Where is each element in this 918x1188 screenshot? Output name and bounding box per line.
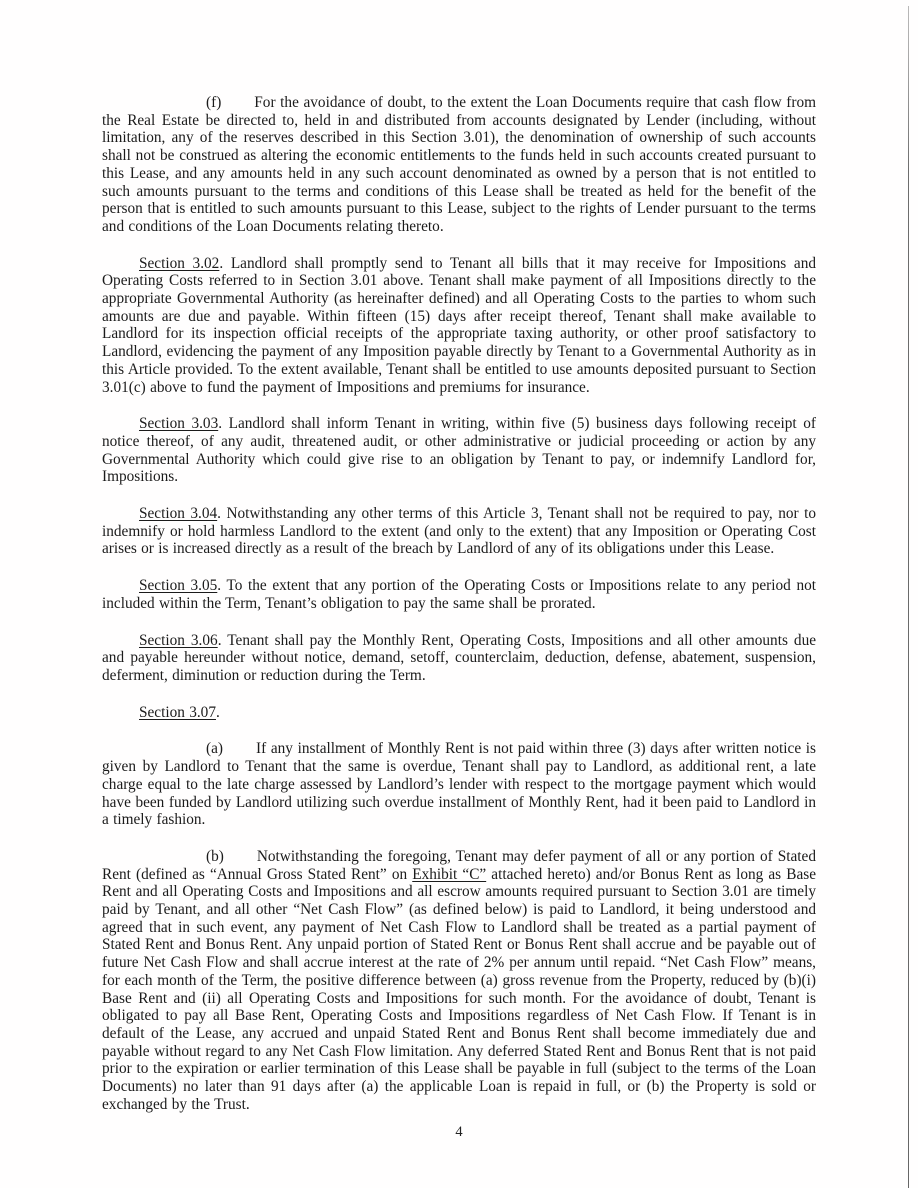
document-body xyxy=(102,94,816,1132)
paragraph-f xyxy=(102,94,816,236)
text-segment: If any installment of Monthly Rent is not paid within three (3) days after written notice is given by Landlord to Tenant that the same is overdue, Tenant shall pay to Landlord, as additional rent, a late charge equal to the late charge assessed by Landlord’s lender with respect to the mortgage payment which would have been funded by Landlord utilizing such overdue installment of Monthly Rent, had it been paid to Landlord in a timely fashion. xyxy=(102,740,816,829)
text-segment: . Notwithstanding any other terms of this Article 3, Tenant shall not be required to pay, nor to indemnify or hold harmless Landlord to the extent (and only to the extent) that any Imposition or Operating Cost arises or is increased directly as a result of the breach by Landlord of any of its obligations under this Lease. xyxy=(102,505,816,558)
paragraph-letter-label: (a) xyxy=(206,740,223,758)
section-label: Section 3.07 xyxy=(139,703,216,721)
section-3-05 xyxy=(102,577,816,612)
text-segment: . Landlord shall inform Tenant in writing, within five (5) business days following receipt of notice thereof, of any audit, threatened audit, or other administrative or judicial proceeding or action by any Governmental Authority which could give rise to an obligation by Tenant to pay, or indemnify Landlord for, Impositions. xyxy=(102,415,816,486)
section-3-04 xyxy=(102,505,816,558)
text-segment: For the avoidance of doubt, to the extent the Loan Documents require that cash flow from the Real Estate be directed to, held in and distributed from accounts designated by Lender (including, without limitation, any of the reserves described in this Section 3.01), the denomination of ownership of such accounts shall not be construed as altering the economic entitlements to the funds held in such accounts created pursuant to this Lease, and any amounts held in any such account denominated as owned by a person that is not entitled to such amounts pursuant to the terms and conditions of this Lease shall be treated as held for the benefit of the person that is entitled to such amounts pursuant to this Lease, subject to the rights of Lender pursuant to the terms and conditions of the Loan Documents relating thereto. xyxy=(102,94,816,235)
section-3-07 xyxy=(102,704,816,722)
paragraph-b xyxy=(102,848,816,1114)
section-3-06 xyxy=(102,632,816,685)
section-label: Section 3.04 xyxy=(139,505,218,523)
section-3-03 xyxy=(102,415,816,486)
paragraph-letter-label: (b) xyxy=(206,847,224,865)
text-segment: . To the extent that any portion of the Operating Costs or Impositions relate to any period not included within the Term, Tenant’s obligation to pay the same shall be prorated. xyxy=(102,577,816,612)
text-segment: Exhibit “C” xyxy=(412,865,487,883)
text-segment: . xyxy=(215,703,220,721)
section-label: Section 3.03 xyxy=(139,415,219,433)
text-segment: Notwithstanding the foregoing, Tenant may defer payment of all or any portion of Stated Rent (defined as “Annual Gross Stated Rent” on xyxy=(102,847,816,883)
section-label: Section 3.05 xyxy=(139,577,218,595)
text-segment: attached hereto) and/or Bonus Rent as long as Base Rent and all Operating Costs and Impositions and all escrow amounts required pursuant to Section 3.01 are timely paid by Tenant, and all other “Net Cash Flow” (as defined below) is paid to Landlord, it being understood and agreed that in such event, any payment of Net Cash Flow to Landlord shall be treated as a partial payment of Stated Rent and Bonus Rent. Any unpaid portion of Stated Rent or Bonus Rent shall accrue and be payable out of future Net Cash Flow and shall accrue interest at the rate of 2% per annum until repaid. “Net Cash Flow” means, for each month of the Term, the positive difference between (a) gross revenue from the Property, reduced by (b)(i) Base Rent and (ii) all Operating Costs and Impositions for such month. For the avoidance of doubt, Tenant is obligated to pay all Base Rent, Operating Costs and Impositions regardless of Net Cash Flow. If Tenant is in default of the Lease, any accrued and unpaid Stated Rent and Bonus Rent shall become immediately due and payable without regard to any Net Cash Flow limitation. Any deferred Stated Rent and Bonus Rent that is not paid prior to the expiration or earlier termination of this Lease shall be payable in full (subject to the terms of the Loan Documents) no later than 91 days after (a) the applicable Loan is repaid in full, or (b) the Property is sold or exchanged by the Trust. xyxy=(102,865,816,1113)
paragraph-a xyxy=(102,740,816,829)
section-label: Section 3.06 xyxy=(139,631,218,649)
text-segment: . Landlord shall promptly send to Tenant all bills that it may receive for Impositions and Operating Costs referred to in Section 3.01 above. Tenant shall make payment of all Impositions directly to the appropriate Governmental Authority (as hereinafter defined) and all Operating Costs to the parties to whom such amounts are due and payable. Within fifteen (15) days after receipt thereof, Tenant shall make available to Landlord for its inspection official receipts of the appropriate taxing authority, or other proof satisfactory to Landlord, evidencing the payment of any Imposition payable directly by Tenant to a Governmental Authority as in this Article provided. To the extent available, Tenant shall be entitled to use amounts deposited pursuant to Section 3.01(c) above to fund the payment of Impositions and premiums for insurance. xyxy=(102,254,816,396)
paragraph-letter-label: (f) xyxy=(206,94,222,111)
section-3-02 xyxy=(102,255,816,397)
text-segment: . Tenant shall pay the Monthly Rent, Operating Costs, Impositions and all other amounts due and payable hereunder without notice, demand, setoff, counterclaim, deduction, defense, abatement, suspension, deferment, diminution or reduction during the Term. xyxy=(102,631,817,684)
section-label: Section 3.02 xyxy=(139,254,220,272)
page-number: 4 xyxy=(455,1124,463,1140)
scan-edge-line xyxy=(908,6,909,1188)
